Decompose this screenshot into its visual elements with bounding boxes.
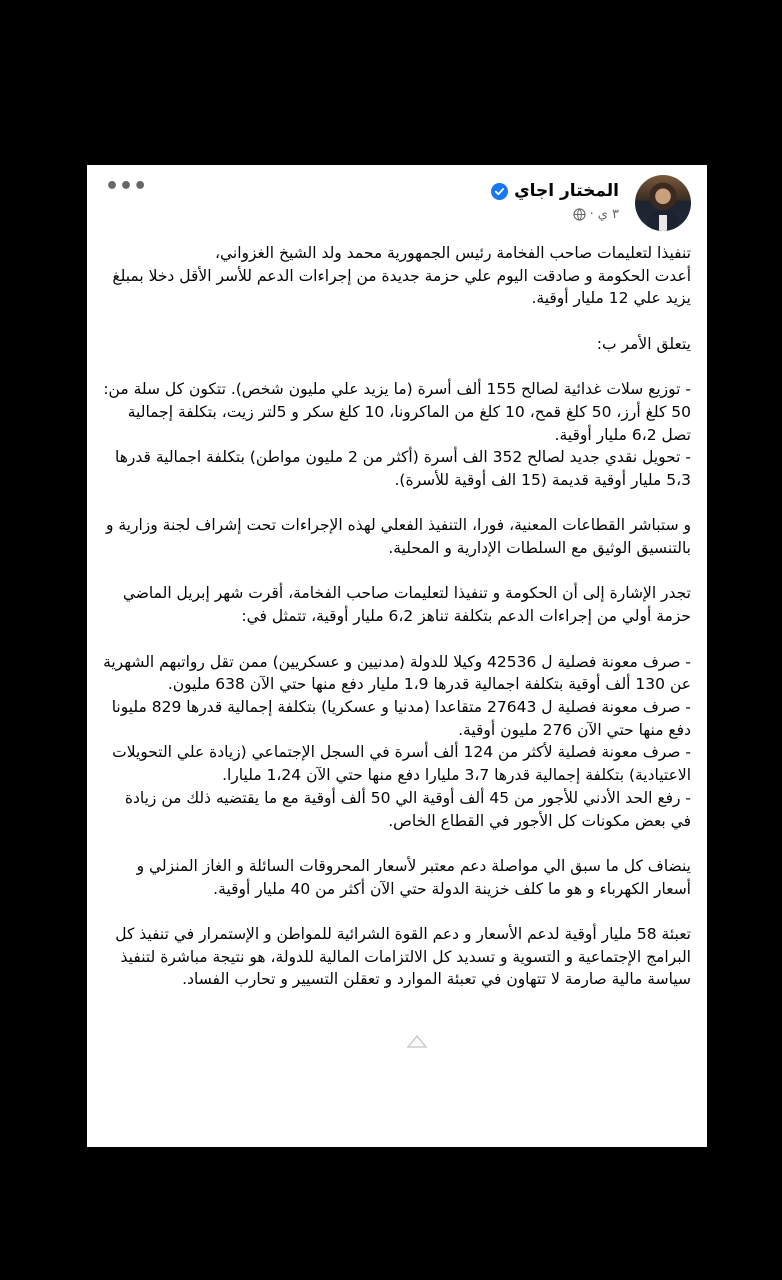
meta-separator: · — [589, 207, 594, 222]
author-avatar[interactable] — [635, 175, 691, 231]
post-paragraph: تعبئة 58 مليار أوقية لدعم الأسعار و دعم القوة الشرائية للمواطن و الإستمرار في تنفيذ كل البرامج الإجتماعية و التسوية و تسديد كل الالتزامات المالية للدولة، هو نتيجة مباشرة لتنفيذ سياسة مالية صارمة لا تتهاون في تعبئة الموارد و تعقلن التسيير و تحارب الفساد. — [115, 924, 691, 989]
post-meta — [573, 207, 619, 222]
post-paragraph: تنفيذا لتعليمات صاحب الفخامة رئيس الجمهورية محمد ولد الشيخ الغزواني، أعدت الحكومة و صادقت اليوم علي حزمة جديدة من إجراءات الدعم للأسر الأقل دخلا بمبلغ يزيد علي 12 مليار أوقية. — [112, 244, 691, 308]
post-paragraph: و ستباشر القطاعات المعنية، فورا، التنفيذ الفعلي لهذه الإجراءات تحت إشراف لجنة وزارية و بالتنسيق الوثيق مع السلطات الإدارية و المحلية. — [105, 516, 691, 558]
watermark-logo-icon — [406, 1035, 428, 1049]
author-name[interactable]: المختار اجاي — [514, 181, 619, 201]
post-paragraph: ينضاف كل ما سبق الي مواصلة دعم معتبر لأسعار المحروقات السائلة و الغاز المنزلي و أسعار الكهرباء و هو ما كلف خزينة الدولة حتي الآن أكثر من 40 مليار أوقية. — [136, 856, 691, 898]
verified-badge-icon — [491, 183, 508, 200]
globe-icon[interactable] — [573, 208, 586, 221]
author-name-row — [491, 181, 619, 201]
post-card — [87, 165, 707, 1147]
post-paragraph: - صرف معونة فصلية ل 42536 وكيلا للدولة (مدنيين و عسكريين) ممن تقل رواتبهم الشهرية عن 130 ألف أوقية بتكلفة اجمالية قدرها 1،9 مليار دفع منها حتي الآن 638 مليون. - صرف معونة فصلية ل 27643 متقاعدا (مدنيا و عسكريا) بتكلفة إجمالية قدرها 829 مليونا دفع منها حتي الآن 276 مليون أوقية. - صرف معونة فصلية لأكثر من 124 ألف أسرة في السجل الإجتماعي (زيادة علي التحويلات الاعتيادية) بتكلفة إجمالية قدرها 3،7 مليارا دفع منها حتي الآن 1،24 مليارا. - رفع الحد الأدني للأجور من 45 ألف أوقية الي 50 ألف أوقية مع ما يقتضيه ذلك من زيادة في بعض مكونات كل الأجور في القطاع الخاص. — [103, 652, 691, 830]
post-paragraph: يتعلق الأمر ب: — [596, 334, 691, 353]
more-options-icon[interactable]: ••• — [105, 174, 148, 199]
post-text — [103, 242, 691, 991]
post-timestamp[interactable]: ٣ ي — [597, 207, 619, 222]
avatar-shirt — [659, 215, 667, 231]
post-paragraph: تجدر الإشارة إلى أن الحكومة و تنفيذا لتعليمات صاحب الفخامة، أقرت شهر إبريل الماضي حزمة أولي من إجراءات الدعم بتكلفة تناهز 6،2 مليار أوقية، تتمثل في: — [122, 584, 691, 626]
watermark — [337, 1035, 497, 1051]
post-paragraph: - توزيع سلات غدائية لصالح 155 ألف أسرة (ما يزيد علي مليون شخص). تتكون كل سلة من: 50 كلغ أرز، 50 كلغ قمح، 10 كلغ من الماكرونا، 10 كلغ سكر و 5لتر زيت، بتكلفة إجمالية تصل 6،2 مليار أوقية. - تحويل نقدي جديد لصالح 352 الف أسرة (أكثر من 2 مليون مواطن) بتكلفة اجمالية قدرها 5،3 مليار أوقية قديمة (15 الف أوقية للأسرة). — [103, 380, 691, 489]
post-header — [87, 165, 707, 235]
